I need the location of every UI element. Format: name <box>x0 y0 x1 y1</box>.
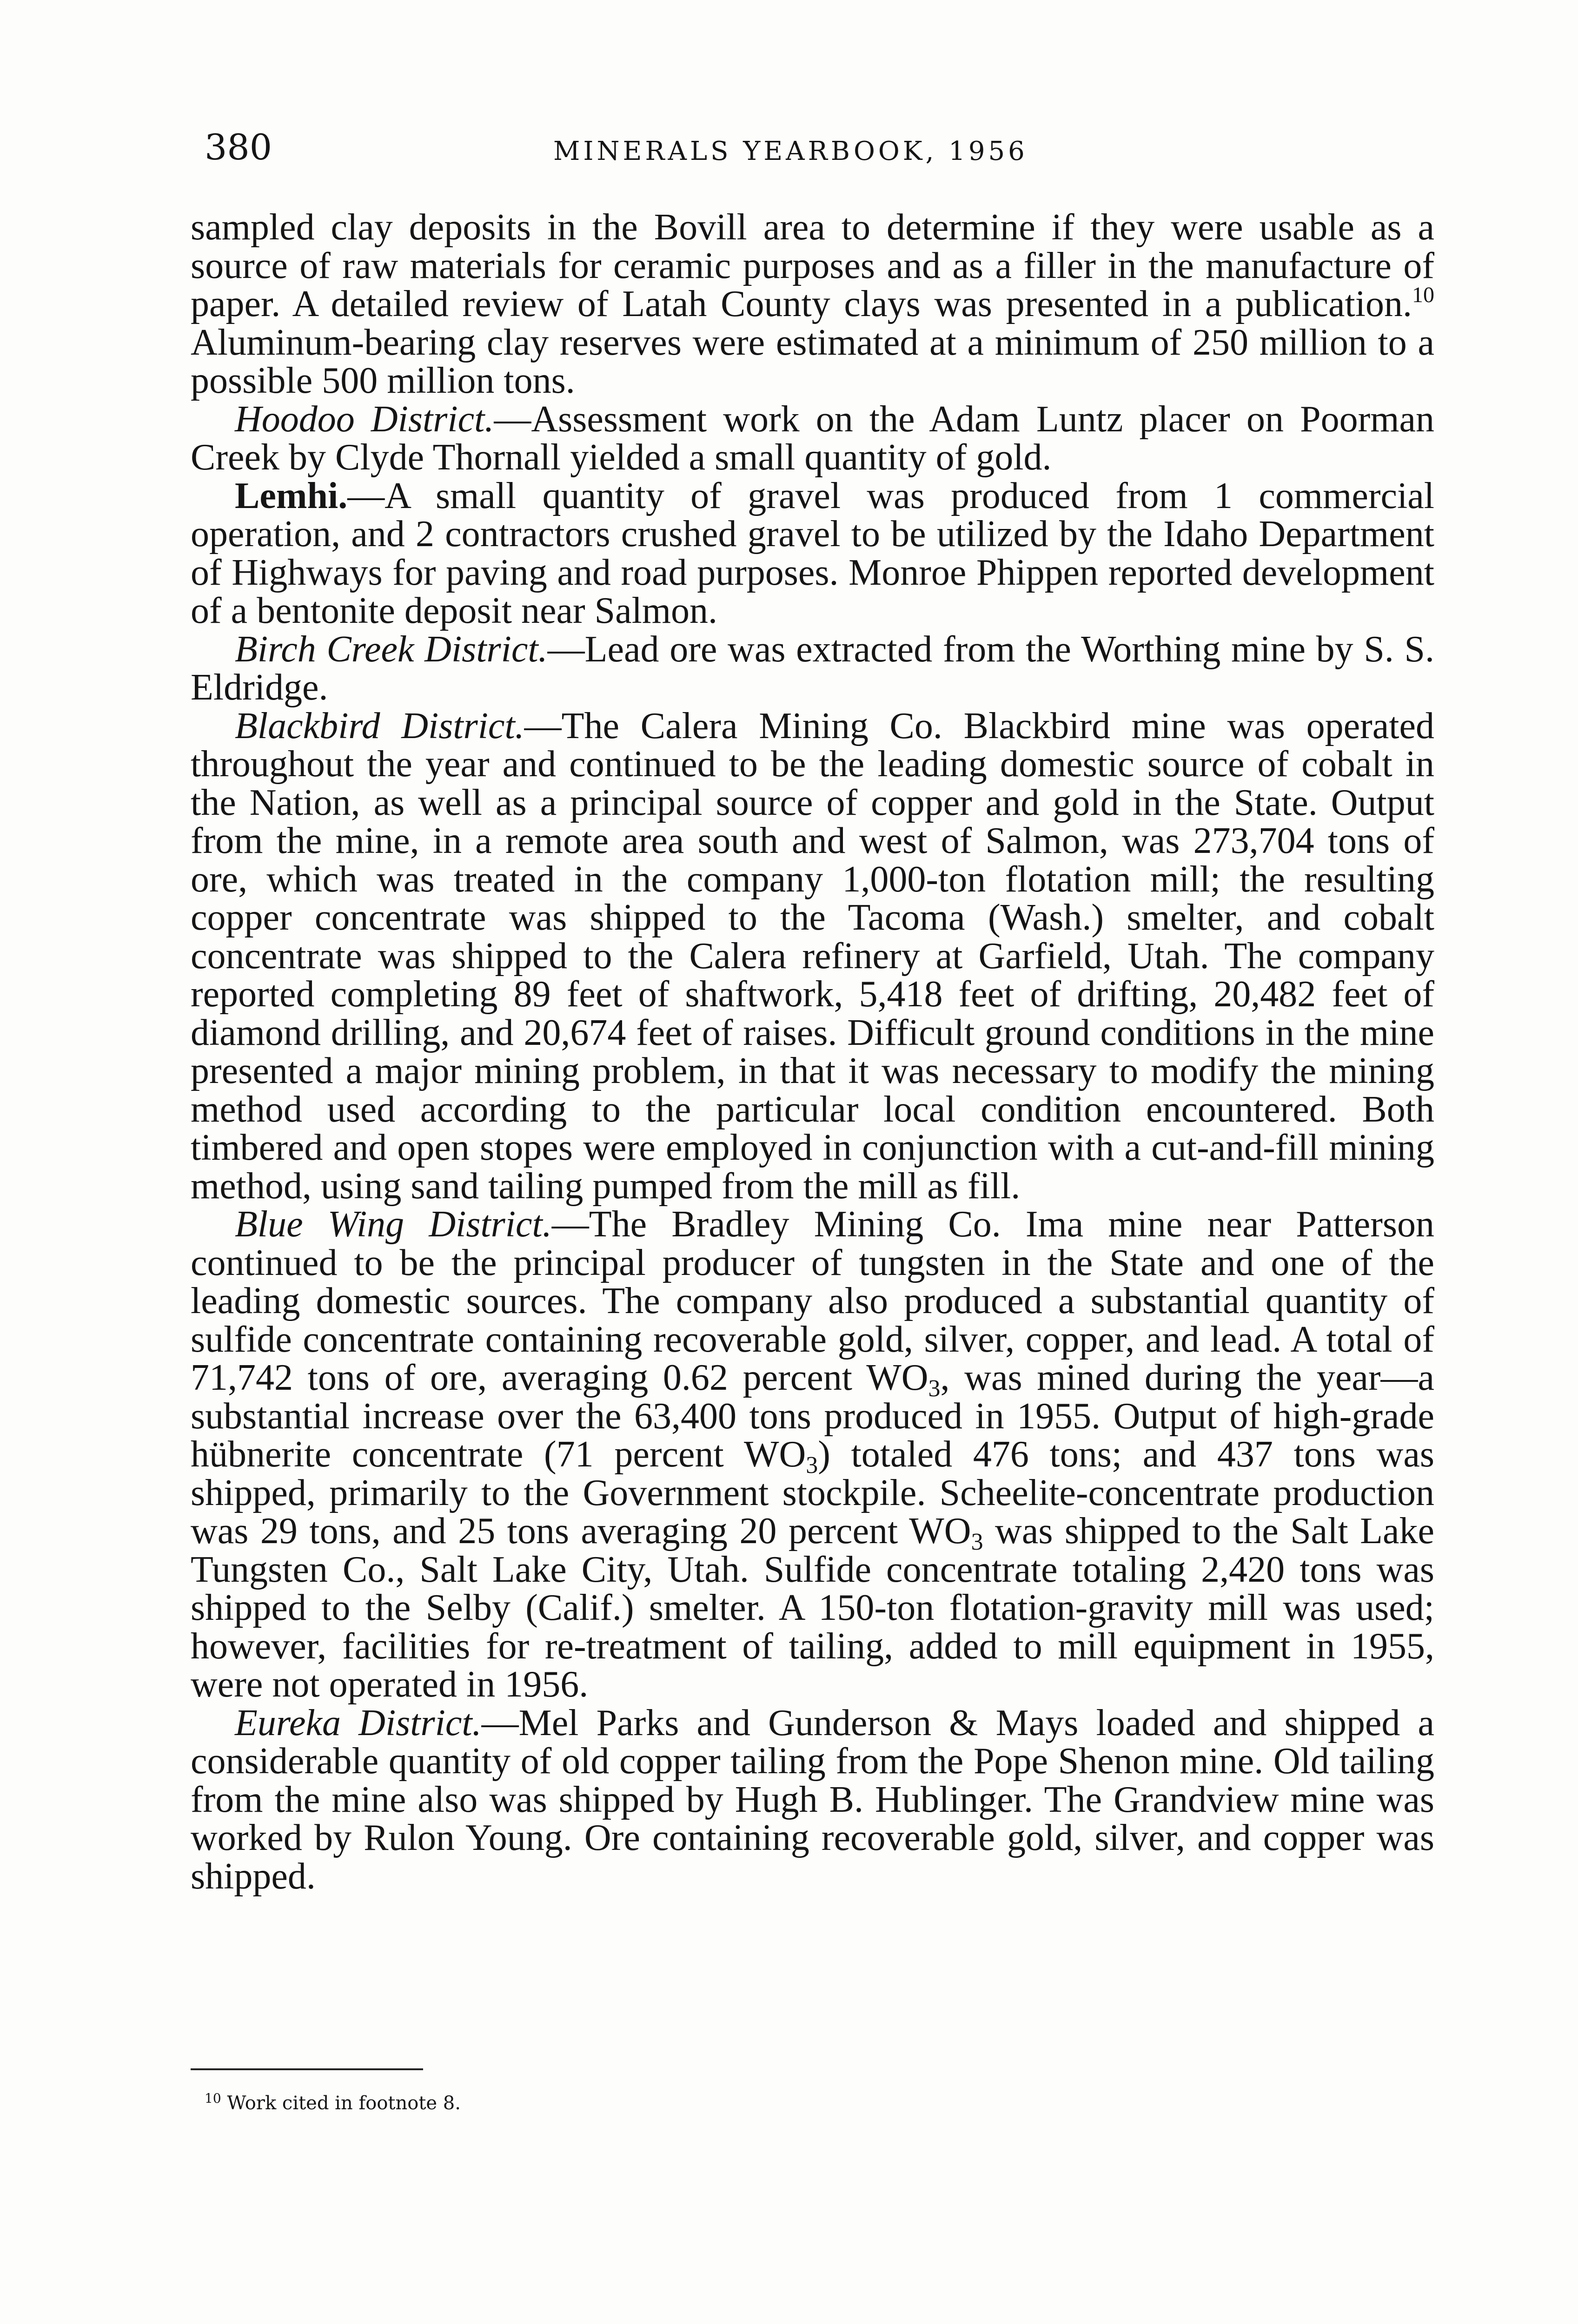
paragraph-text: was shipped to the Salt Lake Tungsten Co., Salt Lake City, Utah. Sulfide concentrate totaling 2,420 tons was shipped to the Selby (Calif.) smelter. A 150-ton flotation-gravity mill was used; however, facilities for re-treatment of tailing, added to mill equipment in 1955, were not operated in 1956. <box>191 1511 1435 1705</box>
paragraph-text: —Mel Parks and Gunderson & Mays loaded and shipped a considerable quantity of old copper tailing from the Pope Shenon mine. Old tailing from the mine also was shipped by Hugh B. Hublinger. The Grandview mine was worked by Rulon Young. Ore containing recoverable gold, silver, and copper was shipped. <box>191 1702 1435 1897</box>
chemical-subscript: 3 <box>928 1375 941 1402</box>
footnote-text: Work cited in footnote 8. <box>221 2093 461 2114</box>
paragraph-text: —The Bradley Mining Co. Ima mine near Patterson continued to be the principal producer of tungsten in the State and one of the leading domestic sources. The company also produced a substantial quantity of sulfide concentrate containing recoverable gold, silver, copper, and lead. A total of 71,742 tons of ore, averaging 0.62 percent WO <box>191 1204 1434 1398</box>
section-heading: Blue Wing District. <box>235 1204 552 1245</box>
paragraph-text: sampled clay deposits in the Bovill area to determine if they were usable as a source of raw materials for ceramic purposes and as a filler in the manufacture of paper. A detailed review of Latah County clays was presented in a publication. <box>191 207 1434 324</box>
footnote-reference: 10 <box>1412 283 1434 307</box>
paragraph-text: ) totaled 476 tons; and 437 tons was shipped, primarily to the Government stockpile. Scheelite-concentrate production was 29 tons, and 25 tons averaging 20 percent WO <box>191 1434 1435 1552</box>
running-title: MINERALS YEARBOOK, 1956 <box>553 136 1028 166</box>
paragraph-birch-creek-district <box>191 630 1434 707</box>
footnote-divider <box>191 2068 423 2070</box>
paragraph-hoodoo-district <box>191 400 1434 477</box>
county-heading: Lemhi. <box>235 475 348 516</box>
paragraph-text: , was mined during the year—a substantial increase over the 63,400 tons produced in 1955. Output of high-grade hübnerite concentrate (71 percent WO <box>191 1357 1435 1475</box>
footnote <box>205 2092 461 2115</box>
paragraph-lemhi <box>191 477 1434 630</box>
page-header <box>205 122 1432 173</box>
section-heading: Hoodoo District. <box>235 398 494 440</box>
page-number: 380 <box>205 126 272 168</box>
body-text <box>191 208 1434 1895</box>
paragraph-blackbird-district <box>191 707 1434 1206</box>
section-heading: Birch Creek District. <box>235 628 548 670</box>
section-heading: Blackbird District. <box>235 705 524 746</box>
paragraph-blue-wing-district <box>191 1205 1434 1704</box>
section-heading: Eureka District. <box>235 1702 482 1743</box>
paragraph-text: —Assessment work on the Adam Luntz placer on Poorman Creek by Clyde Thornall yielded a small quantity of gold. <box>191 398 1434 478</box>
paragraph-text: —A small quantity of gravel was produced from 1 commercial operation, and 2 contractors crushed gravel to be utilized by the Idaho Department of Highways for paving and road purposes. Monroe Phippen reported development of a bentonite deposit near Salmon. <box>191 475 1434 631</box>
paragraph-text: Aluminum-bearing clay reserves were estimated at a minimum of 250 million to a possible 500 million tons. <box>191 322 1434 401</box>
chemical-subscript: 3 <box>971 1529 983 1555</box>
chemical-subscript: 3 <box>806 1452 818 1479</box>
footnote-marker: 10 <box>205 2091 221 2106</box>
paragraph-text: —Lead ore was extracted from the Worthing mine by S. S. Eldridge. <box>191 628 1434 708</box>
paragraph-latah-clays <box>191 208 1434 400</box>
paragraph-eureka-district <box>191 1704 1434 1896</box>
paragraph-text: —The Calera Mining Co. Blackbird mine was operated throughout the year and continued to be the leading domestic source of cobalt in the Nation, as well as a principal source of copper and gold in the State. Output from the mine, in a remote area south and west of Salmon, was 273,704 tons of ore, which was treated in the company 1,000-ton flotation mill; the resulting copper concentrate was shipped to the Tacoma (Wash.) smelter, and cobalt concentrate was shipped to the Calera refinery at Garfield, Utah. The company reported completing 89 feet of shaftwork, 5,418 feet of drifting, 20,482 feet of diamond drilling, and 20,674 feet of raises. Difficult ground conditions in the mine presented a major mining problem, in that it was necessary to modify the mining method used according to the particular local condition encountered. Both timbered and open stopes were employed in conjunction with a cut-and-fill mining method, using sand tailing pumped from the mill as fill. <box>191 705 1434 1207</box>
